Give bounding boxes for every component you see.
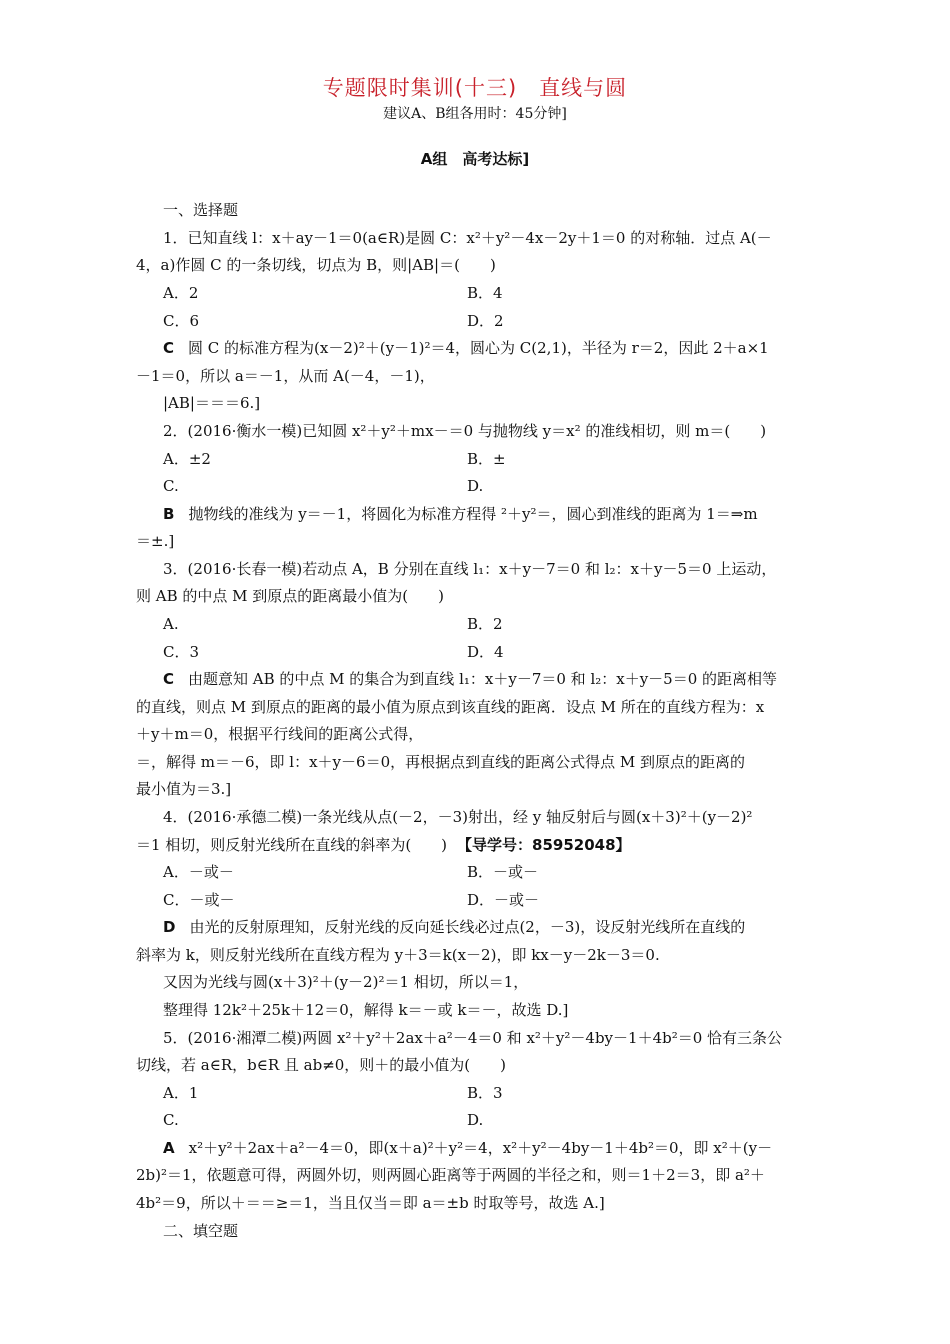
q3-option-a: A.: [163, 615, 179, 633]
q2-solution-line1: B 抛物线的准线为 y＝－1，将圆化为标准方程得 ²＋y²＝，圆心到准线的距离为 1＝⇒m: [163, 505, 758, 523]
section-choice: 一、选择题: [163, 201, 239, 219]
section-fill: 二、填空题: [163, 1222, 239, 1240]
q4-solution-line1: D 由光的反射原理知，反射光线的反向延长线必过点(2，－3)，设反射光线所在直线的: [163, 918, 746, 936]
q3-solution-line2: 的直线，则点 M 到原点的距离的最小值为原点到该直线的距离．设点 M 所在的直线方程为：x: [136, 698, 765, 716]
q2-solution-line2: ＝±.]: [136, 532, 175, 550]
q3-solution-line3: ＋y＋m＝0，根据平行线间的距离公式得，: [136, 725, 424, 743]
q4-solution-line4: 整理得 12k²＋25k＋12＝0，解得 k＝－或 k＝－，故选 D.]: [163, 1001, 569, 1019]
time-suggestion: 建议A、B组各用时：45分钟]: [383, 106, 567, 122]
q5-answer: A: [163, 1139, 175, 1157]
q4-answer: D: [163, 918, 176, 936]
q5-solution-line1: A x²＋y²＋2ax＋a²－4＝0，即(x＋a)²＋y²＝4，x²＋y²－4by－1＋4b²＝0，即 x²＋(y－: [163, 1139, 773, 1157]
q3-stem-line1: 3．(2016·长春一模)若动点 A，B 分别在直线 l₁：x＋y－7＝0 和 l₂：x＋y－5＝0 上运动，: [163, 560, 777, 578]
q3-stem-line2: 则 AB 的中点 M 到原点的距离最小值为( ): [136, 587, 444, 605]
q2-option-d: D.: [467, 477, 484, 495]
q1-option-a: A．2: [163, 284, 199, 302]
q4-stem-line2: ＝1 相切，则反射光线所在直线的斜率为( ) 【导学号：85952048】: [136, 836, 631, 854]
q3-solution-line1: C 由题意知 AB 的中点 M 的集合为到直线 l₁：x＋y－7＝0 和 l₂：x＋y－5＝0 的距离相等: [163, 670, 778, 688]
q4-solution-line2: 斜率为 k，则反射光线所在直线方程为 y＋3＝k(x－2)，即 kx－y－2k－3＝0.: [136, 946, 660, 964]
q2-option-b: B．±: [467, 450, 506, 468]
q4-stem-line1: 4．(2016·承德二模)一条光线从点(－2，－3)射出，经 y 轴反射后与圆(x＋3)²＋(y－2)²: [163, 808, 753, 826]
q1-solution-line1: C 圆 C 的标准方程为(x－2)²＋(y－1)²＝4，圆心为 C(2,1)，半径为 r＝2，因此 2＋a×1: [163, 339, 769, 357]
q4-option-a: A．－或－: [163, 863, 234, 881]
q4-option-d: D．－或－: [467, 891, 540, 909]
q5-stem-line1: 5．(2016·湘潭二模)两圆 x²＋y²＋2ax＋a²－4＝0 和 x²＋y²－4by－1＋4b²＝0 恰有三条公: [163, 1029, 783, 1047]
group-heading: A组 高考达标]: [420, 150, 530, 168]
q1-option-b: B．4: [467, 284, 503, 302]
q1-stem-line2: 4，a)作圆 C 的一条切线，切点为 B，则|AB|＝( ): [136, 256, 496, 274]
q4-guide-number: 【导学号：85952048】: [457, 836, 631, 854]
page-title: 专题限时集训(十三) 直线与圆: [322, 76, 628, 100]
q3-option-c: C．3: [163, 643, 200, 661]
q4-solution-line3: 又因为光线与圆(x＋3)²＋(y－2)²＝1 相切，所以＝1，: [163, 973, 529, 991]
q2-option-a: A．±2: [163, 450, 211, 468]
q3-option-b: B．2: [467, 615, 503, 633]
q1-stem-line1: 1．已知直线 l：x＋ay－1＝0(a∈R)是圆 C：x²＋y²－4x－2y＋1＝0 的对称轴．过点 A(－: [163, 229, 772, 247]
q3-solution-line4: ＝，解得 m＝－6，即 l：x＋y－6＝0，再根据点到直线的距离公式得点 M 到原点的距离的: [136, 753, 746, 771]
q2-answer: B: [163, 505, 175, 523]
q5-option-d: D.: [467, 1111, 484, 1129]
q5-option-a: A．1: [163, 1084, 199, 1102]
q5-option-c: C.: [163, 1111, 179, 1129]
q1-solution-line3: |AB|＝＝＝6.]: [163, 394, 261, 412]
q3-answer: C: [163, 670, 175, 688]
q5-solution-line3: 4b²＝9，所以＋＝＝≥＝1，当且仅当＝即 a＝±b 时取等号，故选 A.]: [136, 1194, 605, 1212]
q2-option-c: C.: [163, 477, 179, 495]
q3-solution-line5: 最小值为＝3.]: [136, 780, 232, 798]
q1-answer: C: [163, 339, 175, 357]
q1-option-c: C．6: [163, 312, 200, 330]
q4-option-b: B．－或－: [467, 863, 539, 881]
q5-stem-line2: 切线，若 a∈R，b∈R 且 ab≠0，则＋的最小值为( ): [136, 1056, 507, 1074]
q5-option-b: B．3: [467, 1084, 503, 1102]
q1-solution-line2: －1＝0，所以 a＝－1，从而 A(－4，－1)，: [136, 367, 435, 385]
q1-option-d: D．2: [467, 312, 504, 330]
q5-solution-line2: 2b)²＝1，依题意可得，两圆外切，则两圆心距离等于两圆的半径之和，则＝1＋2＝3，即 a²＋: [136, 1166, 765, 1184]
q3-option-d: D．4: [467, 643, 504, 661]
q2-stem-line1: 2．(2016·衡水一模)已知圆 x²＋y²＋mx－＝0 与抛物线 y＝x² 的准线相切，则 m＝( ): [163, 422, 767, 440]
q4-option-c: C．－或－: [163, 891, 235, 909]
